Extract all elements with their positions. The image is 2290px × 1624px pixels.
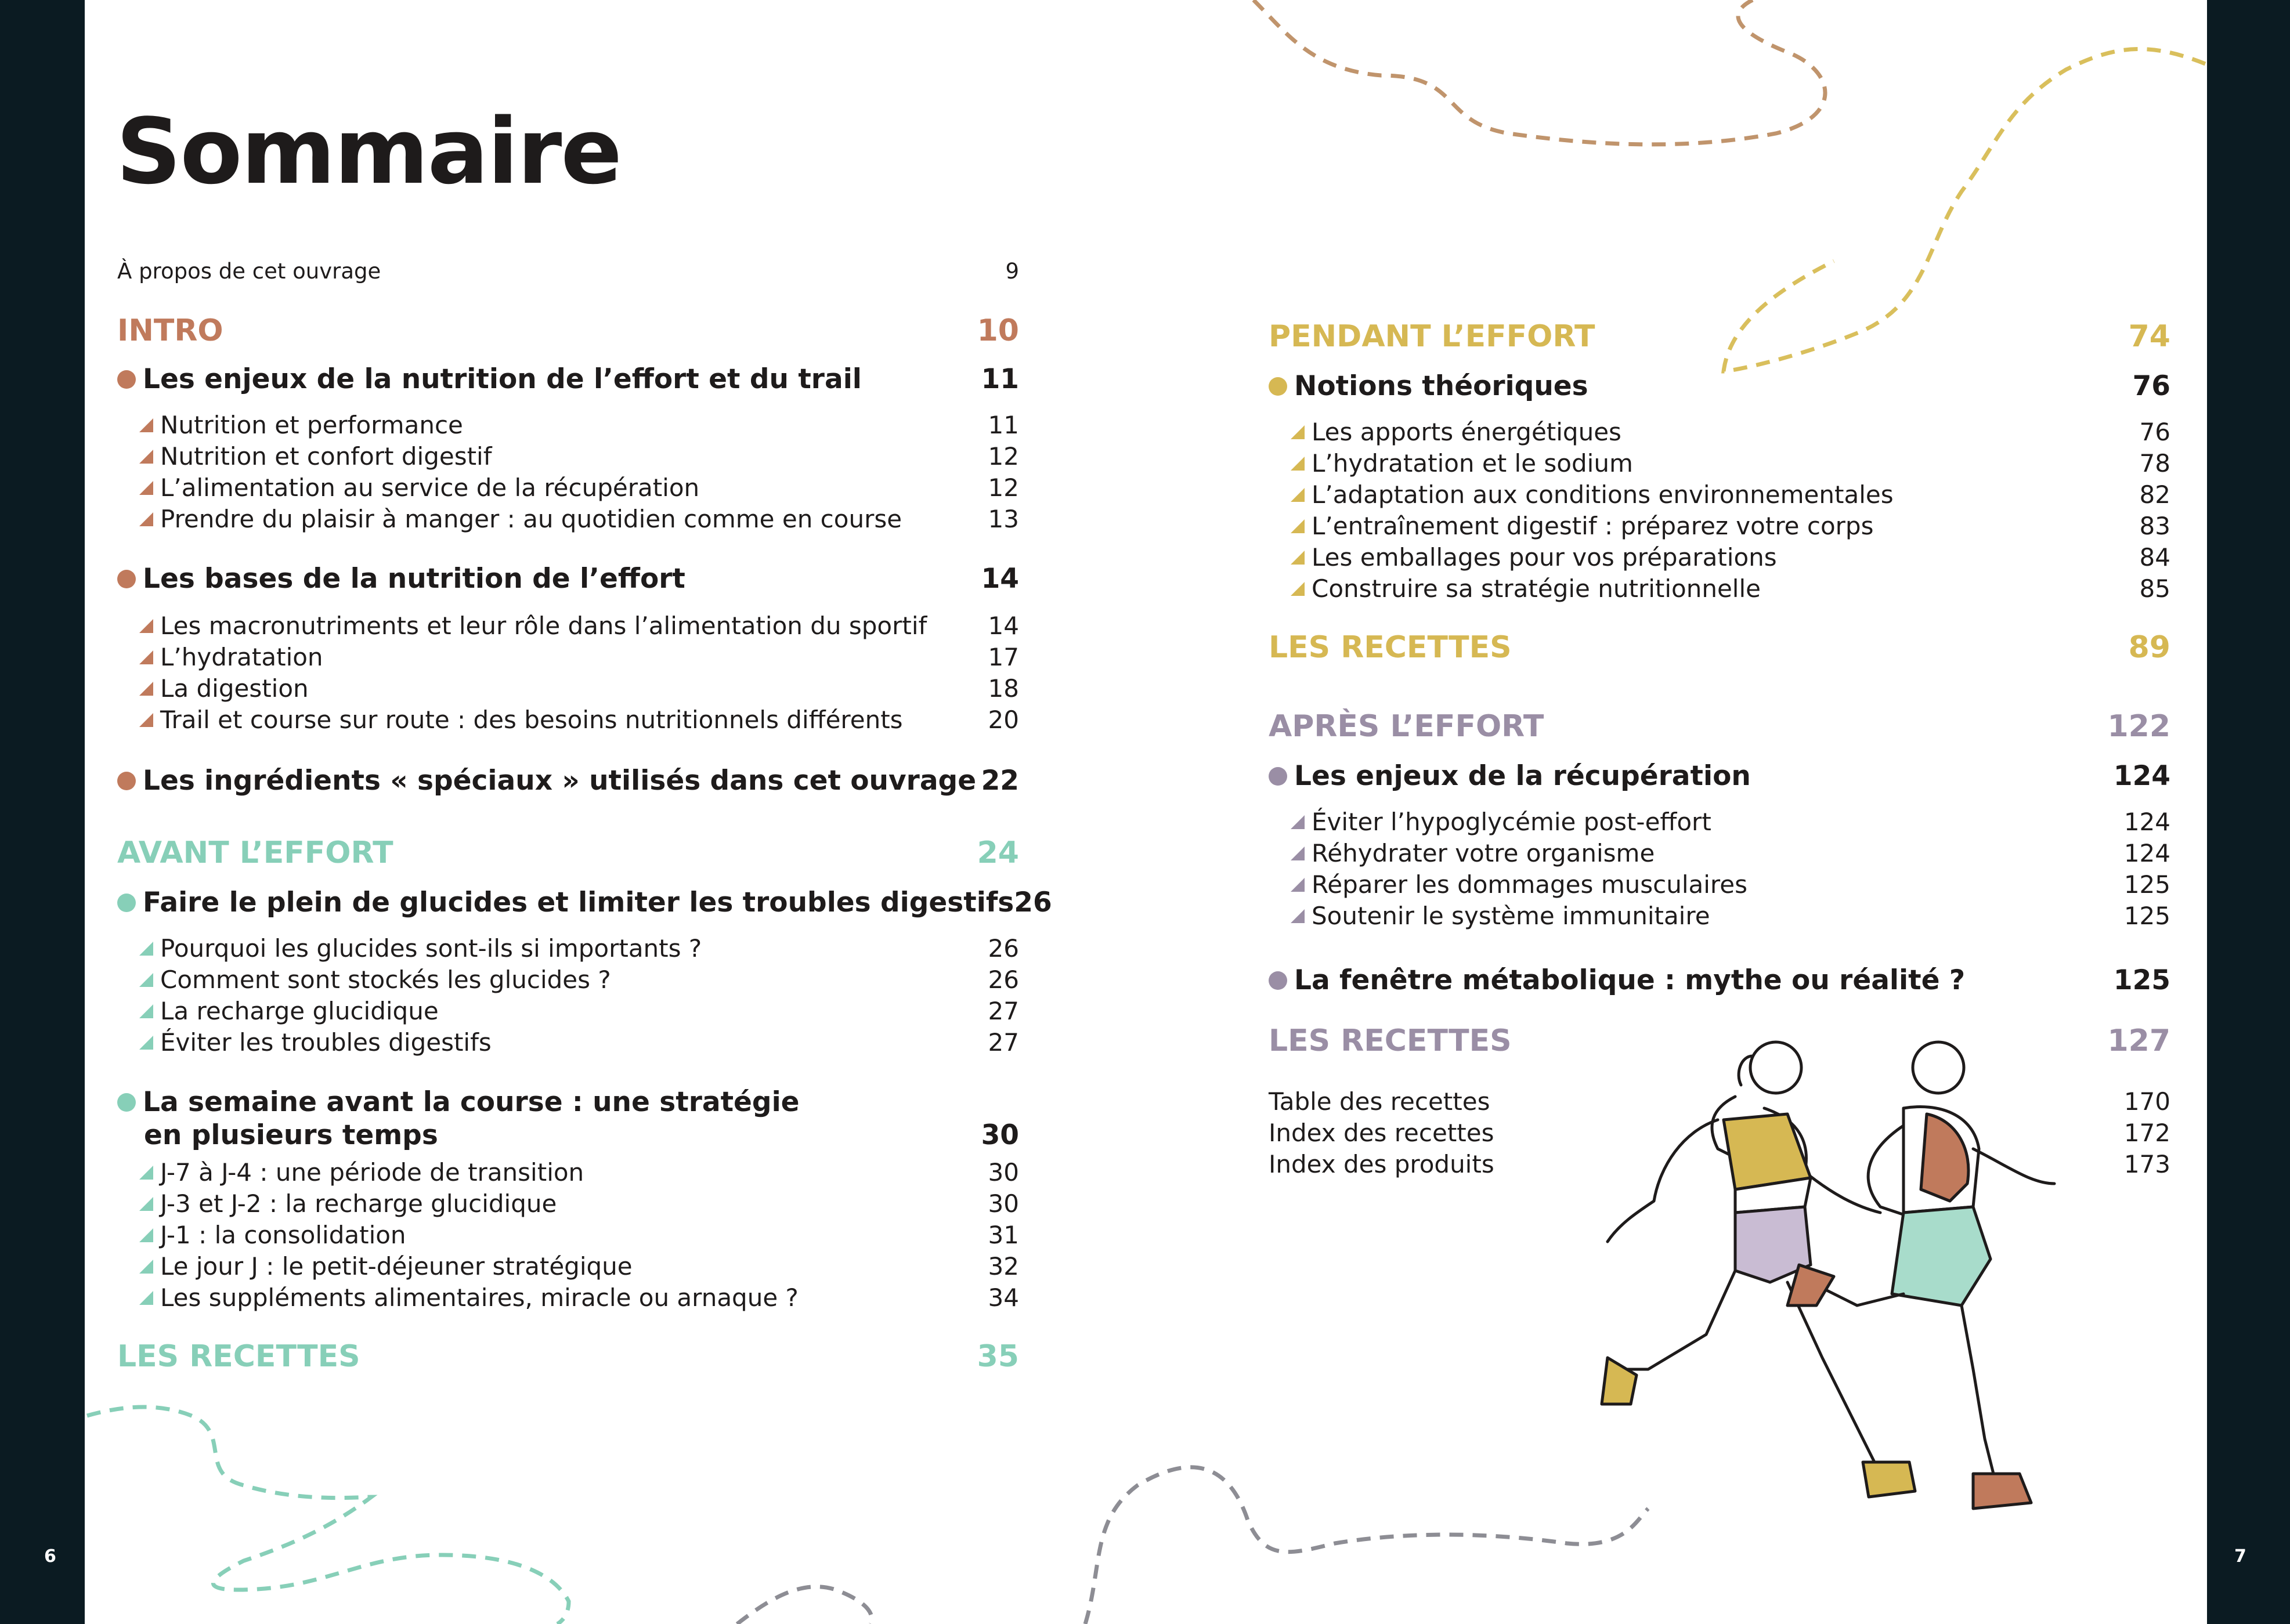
toc-item[interactable] (139, 1221, 1019, 1249)
toc-item[interactable] (139, 706, 1019, 734)
female-runner-figure (1602, 1042, 1915, 1497)
toc-item-label: L’alimentation au service de la récupération (160, 473, 700, 502)
toc-item-page: 83 (2139, 512, 2170, 540)
chapter-bullet-icon (117, 772, 136, 790)
toc-item-page: 34 (988, 1283, 1019, 1312)
toc-chapter-label-line2: en plusieurs temps (144, 1119, 438, 1151)
toc-item-page: 26 (988, 965, 1019, 994)
toc-item-label: Nutrition et performance (160, 411, 463, 439)
toc-item-label: L’adaptation aux conditions environnementales (1312, 480, 1894, 509)
toc-item[interactable] (139, 1158, 1019, 1187)
toc-item-page: 124 (2123, 839, 2170, 867)
toc-item[interactable] (139, 997, 1019, 1025)
toc-item-page: 30 (988, 1158, 1019, 1187)
toc-item-label: Éviter l’hypoglycémie post-effort (1312, 808, 1711, 836)
toc-item-page: 84 (2139, 543, 2170, 572)
toc-chapter[interactable] (117, 765, 1019, 797)
toc-section-label: APRÈS L’EFFORT (1269, 709, 1544, 744)
triangle-bullet-icon (139, 650, 153, 664)
toc-section-label: LES RECETTES (1269, 630, 1512, 665)
triangle-bullet-icon (139, 1036, 153, 1050)
toc-item-label: Éviter les troubles digestifs (160, 1028, 492, 1057)
toc-section-recettes-pendant[interactable] (1269, 630, 2170, 665)
toc-item-page: 27 (988, 997, 1019, 1025)
toc-item-page: 30 (988, 1189, 1019, 1218)
toc-chapter-page: 124 (2113, 760, 2170, 792)
toc-item-page: 27 (988, 1028, 1019, 1057)
chapter-bullet-icon (117, 894, 136, 912)
triangle-bullet-icon (139, 1291, 153, 1305)
triangle-bullet-icon (139, 619, 153, 633)
toc-item[interactable] (1291, 449, 2170, 478)
toc-section-label: LES RECETTES (1269, 1023, 1512, 1058)
toc-item[interactable] (139, 674, 1019, 703)
toc-item-label: J-3 et J-2 : la recharge glucidique (160, 1189, 557, 1218)
toc-section-pendant[interactable] (1269, 319, 2170, 354)
toc-chapter[interactable] (1269, 964, 2170, 996)
toc-item-page: 31 (988, 1221, 1019, 1249)
triangle-bullet-icon (1291, 909, 1305, 923)
toc-item[interactable] (139, 473, 1019, 502)
left-page (85, 0, 1145, 1624)
toc-item-page: 124 (2123, 808, 2170, 836)
triangle-bullet-icon (139, 942, 153, 956)
toc-item[interactable] (139, 965, 1019, 994)
toc-item-label: Les macronutriments et leur rôle dans l’alimentation du sportif (160, 612, 927, 640)
toc-chapter-page: 76 (2132, 370, 2170, 402)
toc-section-page: 35 (977, 1339, 1019, 1374)
toc-section-label: INTRO (117, 313, 223, 348)
toc-item-label: Les suppléments alimentaires, miracle ou arnaque ? (160, 1283, 799, 1312)
toc-entry-label: Table des recettes (1269, 1087, 1490, 1116)
chapter-bullet-icon (117, 1093, 136, 1112)
toc-chapter[interactable] (1269, 370, 2170, 402)
toc-entry-about[interactable] (117, 259, 1019, 284)
toc-item-label: J-1 : la consolidation (160, 1221, 406, 1249)
chapter-bullet-icon (1269, 767, 1287, 786)
toc-item-label: L’entraînement digestif : préparez votre corps (1312, 512, 1874, 540)
toc-entry-label: Index des produits (1269, 1150, 1494, 1178)
triangle-bullet-icon (1291, 457, 1305, 471)
triangle-bullet-icon (1291, 815, 1305, 829)
triangle-bullet-icon (1291, 847, 1305, 860)
toc-item-page: 125 (2123, 870, 2170, 899)
page-number-right: 7 (2234, 1546, 2246, 1567)
toc-section-label: PENDANT L’EFFORT (1269, 319, 1595, 354)
toc-item-page: 32 (988, 1252, 1019, 1281)
toc-section-intro[interactable] (117, 313, 1019, 348)
toc-item-label: Pourquoi les glucides sont-ils si importants ? (160, 934, 702, 963)
toc-chapter-page: 125 (2113, 964, 2170, 996)
toc-item-label: Le jour J : le petit-déjeuner stratégique (160, 1252, 633, 1281)
toc-item[interactable] (1291, 839, 2170, 867)
triangle-bullet-icon (139, 973, 153, 987)
toc-item-page: 13 (988, 505, 1019, 533)
toc-section-page: 10 (977, 313, 1019, 348)
toc-entry-label: À propos de cet ouvrage (117, 259, 381, 284)
chapter-bullet-icon (117, 370, 136, 389)
toc-entry-page: 170 (2123, 1087, 2170, 1116)
triangle-bullet-icon (139, 450, 153, 464)
toc-item-label: L’hydratation (160, 643, 323, 671)
toc-item-label: Réhydrater votre organisme (1312, 839, 1655, 867)
toc-item-page: 20 (988, 706, 1019, 734)
toc-item-page: 17 (988, 643, 1019, 671)
triangle-bullet-icon (139, 713, 153, 727)
chapter-bullet-icon (1269, 377, 1287, 396)
page-number-left: 6 (44, 1546, 56, 1567)
toc-item[interactable] (1291, 480, 2170, 509)
toc-item-page: 12 (988, 442, 1019, 471)
toc-entry-page: 172 (2123, 1119, 2170, 1147)
toc-chapter-label: Les enjeux de la récupération (1294, 760, 1751, 792)
runners-illustration (1462, 1033, 2078, 1532)
toc-item-label: La digestion (160, 674, 309, 703)
toc-item-page: 78 (2139, 449, 2170, 478)
toc-chapter[interactable] (1269, 760, 2170, 792)
toc-chapter-label: Les bases de la nutrition de l’effort (143, 563, 685, 595)
toc-chapter-two-line[interactable] (117, 1086, 1019, 1151)
toc-item[interactable] (139, 934, 1019, 963)
toc-section-apres[interactable] (1269, 709, 2170, 744)
toc-item-label: Prendre du plaisir à manger : au quotidien comme en course (160, 505, 902, 533)
triangle-bullet-icon (1291, 582, 1305, 596)
toc-item[interactable] (139, 1283, 1019, 1312)
toc-item[interactable] (1291, 512, 2170, 540)
toc-chapter-label: Notions théoriques (1294, 370, 1588, 402)
toc-entry-page: 9 (1005, 259, 1019, 284)
page-title: Sommaire (116, 99, 622, 204)
toc-item[interactable] (139, 505, 1019, 533)
triangle-bullet-icon (139, 1197, 153, 1211)
triangle-bullet-icon (1291, 519, 1305, 533)
triangle-bullet-icon (1291, 488, 1305, 502)
toc-chapter[interactable] (117, 563, 1019, 595)
toc-item[interactable] (139, 411, 1019, 439)
toc-section-page: 24 (977, 835, 1019, 870)
toc-section-page: 89 (2128, 630, 2170, 665)
triangle-bullet-icon (139, 418, 153, 432)
toc-item-label: Trail et course sur route : des besoins nutritionnels différents (160, 706, 903, 734)
toc-item[interactable] (139, 1252, 1019, 1281)
toc-item-page: 11 (988, 411, 1019, 439)
toc-item-page: 18 (988, 674, 1019, 703)
toc-item-label: Soutenir le système immunitaire (1312, 902, 1710, 930)
chapter-bullet-icon (1269, 971, 1287, 990)
toc-chapter-page: 30 (981, 1119, 1019, 1151)
toc-item-label: L’hydratation et le sodium (1312, 449, 1633, 478)
toc-section-page: 74 (2128, 319, 2170, 354)
toc-chapter-label: Faire le plein de glucides et limiter les troubles digestifs (143, 887, 1014, 918)
toc-item-page: 82 (2139, 480, 2170, 509)
triangle-bullet-icon (139, 1166, 153, 1180)
toc-section-page: 122 (2107, 709, 2170, 744)
triangle-bullet-icon (139, 512, 153, 526)
toc-item-label: J-7 à J-4 : une période de transition (160, 1158, 584, 1187)
toc-chapter[interactable] (117, 887, 1052, 918)
toc-chapter-label: La fenêtre métabolique : mythe ou réalité ? (1294, 964, 1966, 996)
toc-item-label: La recharge glucidique (160, 997, 439, 1025)
toc-item-page: 26 (988, 934, 1019, 963)
toc-item[interactable] (139, 612, 1019, 640)
toc-section-avant[interactable] (117, 835, 1019, 870)
toc-item-label: Réparer les dommages musculaires (1312, 870, 1747, 899)
toc-section-label: AVANT L’EFFORT (117, 835, 393, 870)
toc-entry-page: 173 (2123, 1150, 2170, 1178)
toc-item-page: 85 (2139, 574, 2170, 603)
toc-item-page: 14 (988, 612, 1019, 640)
triangle-bullet-icon (139, 1228, 153, 1242)
triangle-bullet-icon (139, 1260, 153, 1274)
toc-chapter-label: Les enjeux de la nutrition de l’effort et du trail (143, 363, 862, 395)
toc-item-label: Comment sont stockés les glucides ? (160, 965, 611, 994)
toc-chapter-page: 11 (981, 363, 1019, 395)
toc-section-recettes-avant[interactable] (117, 1339, 1019, 1374)
toc-section-page: 127 (2107, 1023, 2170, 1058)
toc-item[interactable] (139, 1189, 1019, 1218)
toc-item-page: 76 (2139, 418, 2170, 446)
toc-item[interactable] (1291, 808, 2170, 836)
toc-chapter[interactable] (117, 363, 1019, 395)
toc-item-label: Les apports énergétiques (1312, 418, 1621, 446)
triangle-bullet-icon (139, 481, 153, 495)
toc-item[interactable] (1291, 902, 2170, 930)
toc-chapter-label: Les ingrédients « spéciaux » utilisés dans cet ouvrage (143, 765, 977, 797)
toc-chapter-label-line1: La semaine avant la course : une stratégie (143, 1086, 800, 1118)
toc-item[interactable] (1291, 418, 2170, 446)
toc-item-label: Construire sa stratégie nutritionnelle (1312, 574, 1761, 603)
triangle-bullet-icon (1291, 551, 1305, 565)
toc-chapter-page: 14 (981, 563, 1019, 595)
toc-item[interactable] (139, 1028, 1019, 1057)
toc-item-page: 12 (988, 473, 1019, 502)
toc-section-label: LES RECETTES (117, 1339, 360, 1374)
triangle-bullet-icon (139, 682, 153, 696)
toc-entry-label: Index des recettes (1269, 1119, 1494, 1147)
toc-item[interactable] (1291, 543, 2170, 572)
triangle-bullet-icon (1291, 425, 1305, 439)
triangle-bullet-icon (139, 1004, 153, 1018)
male-runner-figure (1787, 1042, 2054, 1509)
toc-item[interactable] (1291, 574, 2170, 603)
toc-chapter-page: 26 (1014, 887, 1052, 918)
chapter-bullet-icon (117, 570, 136, 588)
toc-item[interactable] (1291, 870, 2170, 899)
toc-item-label: Les emballages pour vos préparations (1312, 543, 1777, 572)
triangle-bullet-icon (1291, 878, 1305, 892)
toc-item[interactable] (139, 442, 1019, 471)
toc-chapter-page: 22 (981, 765, 1019, 797)
toc-item[interactable] (139, 643, 1019, 671)
toc-item-page: 125 (2123, 902, 2170, 930)
toc-item-label: Nutrition et confort digestif (160, 442, 492, 471)
